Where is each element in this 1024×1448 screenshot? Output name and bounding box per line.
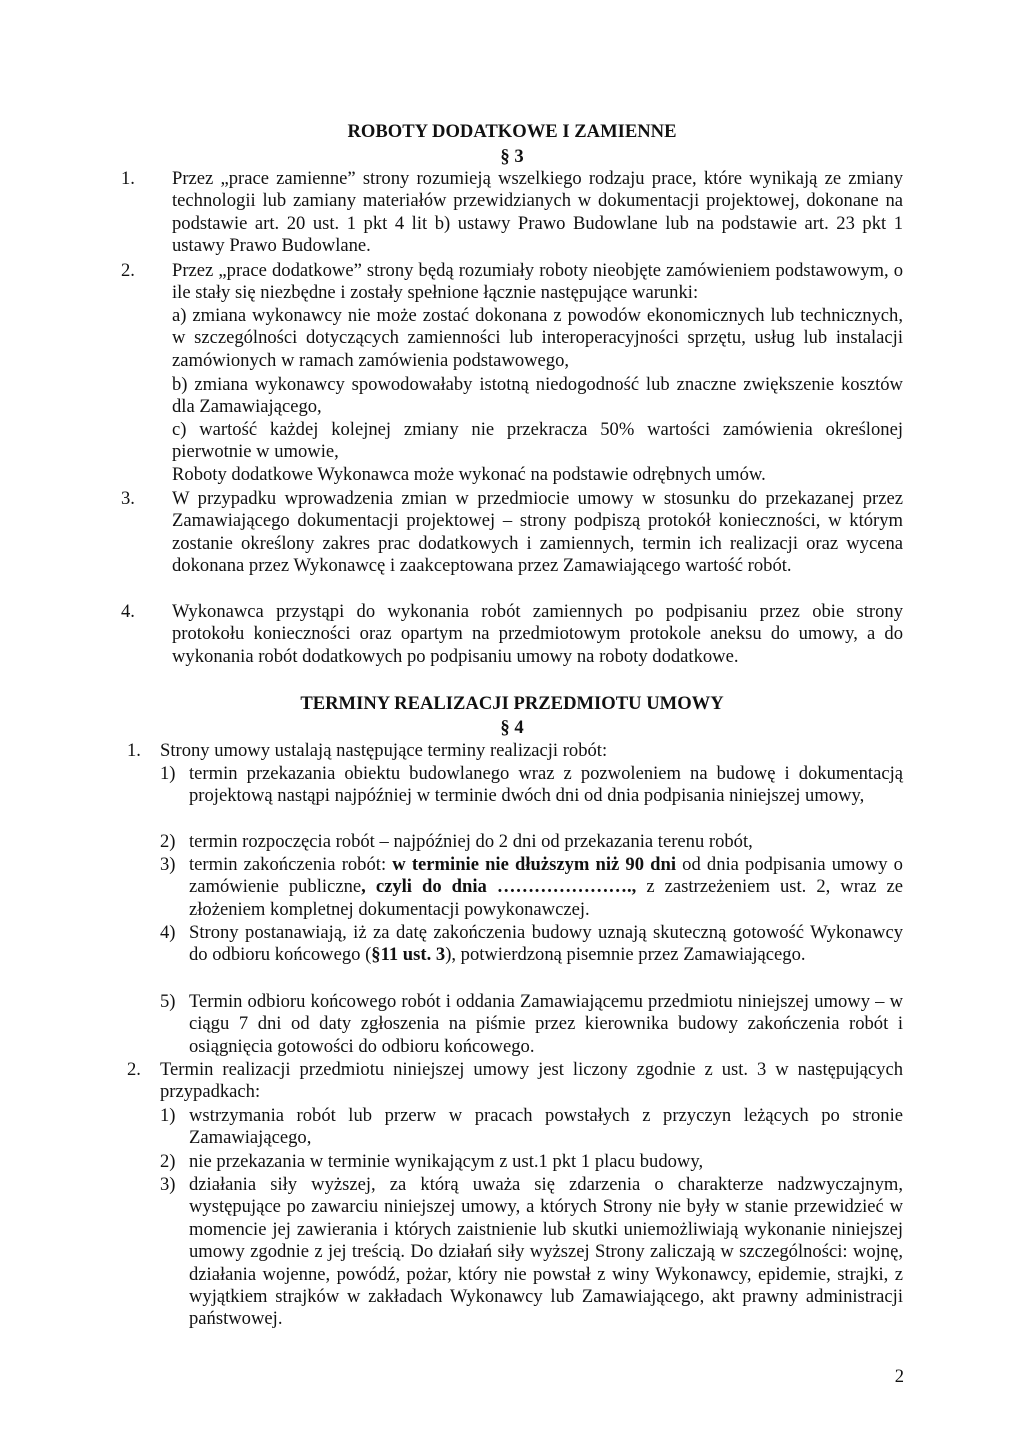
point-number: 5) [160,991,176,1012]
point-text: Strony postanawiają, iż za datę zakończenia budowy uznają skuteczną gotowość Wykonawcy do odbioru końcowego ( [189,922,903,966]
point-text: Termin odbioru końcowego robót i oddania Zamawiającemu przedmiotu niniejszej umowy – w ciągu 7 dni od daty zgłoszenia na piśmie przez kierownika budowy zakończenia robót i osiągnięcia gotowości do odbioru końcowego. [189,991,903,1057]
point-text: ), potwierdzoną pisemnie przez Zamawiającego. [445,944,806,966]
section-reference: §11 ust. 3 [371,944,446,966]
condition-c: c) wartość każdej kolejnej zmiany nie przekracza 50% wartości zamówienia określonej pierwotnie w umowie, [172,419,903,463]
item-number: 1. [127,740,141,761]
item-number: 1. [121,168,135,189]
completion-deadline-point [189,854,903,921]
date-placeholder: , czyli do dnia …………………., [361,876,637,898]
readiness-point [189,922,903,967]
item-text: Przez „prace zamienne” strony rozumieją wszelkiego rodzaju prace, które wynikają ze zmiany technologii lub zamiany materiałów przewidzianych w dokumentacji projektowej, dokonane na podstawie art. 20 ust. 1 pkt 4 lit b) ustawy Prawo Budowlane lub na podstawie art. 23 pkt 1 ustawy Prawo Budowlane. [172,168,903,257]
section-4-heading: TERMINY REALIZACJI PRZEDMIOTU UMOWY [300,693,724,714]
additional-works-note: Roboty dodatkowe Wykonawca może wykonać na podstawie odrębnych umów. [172,464,766,485]
item-text: Wykonawca przystąpi do wykonania robót zamiennych po podpisaniu przez obie strony protokołu konieczności oraz opartym na przedmiotowym protokole aneksu do umowy, a do wykonania robót dodatkowych po podpisaniu umowy na roboty dodatkowe. [172,601,903,667]
point-text: termin zakończenia robót: [189,854,393,875]
condition-a: a) zmiana wykonawcy nie może zostać dokonana z powodów ekonomicznych lub technicznych, w szczególności dotyczących zamienności lub interoperacyjności sprzętu, usług lub instalacji zamówionych w ramach zamówienia podstawowego, [172,305,903,371]
section-3-paragraph-sign: § 3 [500,146,524,167]
deadline-emphasis: w terminie nie dłuższym niż 90 dni [392,854,677,875]
section-4-paragraph-sign: § 4 [500,717,524,738]
point-number: 2) [160,831,176,852]
point-number: 2) [160,1151,176,1172]
point-number: 4) [160,922,176,943]
item-number: 3. [121,488,135,509]
point-text: termin rozpoczęcia robót – najpóźniej do 2 dni od przekazania terenu robót, [189,831,753,852]
point-number: 3) [160,1174,176,1195]
point-text: wstrzymania robót lub przerw w pracach powstałych z przyczyn leżących po stronie Zamawiającego, [189,1105,903,1149]
point-text: termin przekazania obiektu budowlanego wraz z pozwoleniem na budowę i dokumentacją projektową nastąpi najpóźniej w terminie dwóch dni od dnia podpisania niniejszej umowy, [189,763,903,807]
point-number: 1) [160,1105,176,1126]
section-3-heading: ROBOTY DODATKOWE I ZAMIENNE [347,121,677,142]
point-text: od dnia podpisania umowy o zamówienie publiczne [189,854,903,898]
item-number: 4. [121,601,135,622]
point-number: 3) [160,854,176,875]
force-majeure-point: działania siły wyższej, za którą uważa się zdarzenia o charakterze nadzwyczajnym, występujące po zawarciu niniejszej umowy, a których Strony nie były w stanie przewidzieć w momencie jej zawierania i których zaistnienie lub skutki uniemożliwiają wykonanie niniejszej umowy zgodnie z jej treścią. Do działań siły wyższej Strony zaliczają w szczególności: wojnę, działania wojenne, powódź, pożar, który nie powstał z winy Wykonawcy, epidemie, strajki, z wyjątkiem strajków w zakładach Wykonawcy lub Zamawiającego, akt prawny administracji państwowej. [189,1174,903,1330]
item-number: 2. [121,260,135,281]
point-text: z zastrzeżeniem ust. 2, wraz ze złożeniem kompletnej dokumentacji powykonawczej. [189,876,903,920]
item-number: 2. [127,1059,141,1080]
item-text: W przypadku wprowadzenia zmian w przedmiocie umowy w stosunku do przekazanej przez Zamawiającego dokumentacji projektowej – strony podpiszą protokół konieczności, w którym zostanie określony zakres prac dodatkowych i zamiennych, termin ich realizacji oraz wycena dokonana przez Wykonawcę i zaakceptowana przez Zamawiającego wartość robót. [172,488,903,577]
item-text: Termin realizacji przedmiotu niniejszej umowy jest liczony zgodnie z ust. 3 w następujących przypadkach: [160,1059,903,1103]
item-text: Strony umowy ustalają następujące terminy realizacji robót: [160,740,608,761]
item-text: Przez „prace dodatkowe” strony będą rozumiały roboty nieobjęte zamówieniem podstawowym, o ile stały się niezbędne i zostały spełnione łącznie następujące warunki: [172,260,903,304]
point-text: nie przekazania w terminie wynikającym z ust.1 pkt 1 placu budowy, [189,1151,704,1172]
page-number: 2 [894,1366,904,1387]
point-number: 1) [160,763,176,784]
condition-b: b) zmiana wykonawcy spowodowałaby istotną niedogodność lub znaczne zwiększenie kosztów dla Zamawiającego, [172,374,903,418]
